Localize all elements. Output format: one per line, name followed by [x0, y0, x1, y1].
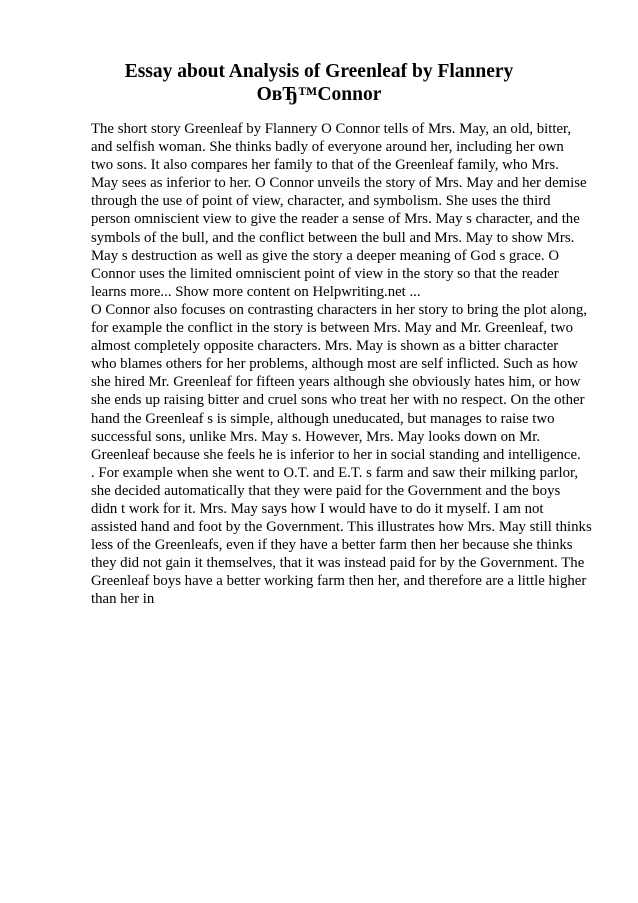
- body-line: The short story Greenleaf by Flannery O Connor tells of Mrs. May, an old, bitter,: [91, 121, 572, 137]
- title-line: OвЂ™Connor: [256, 84, 382, 105]
- body-line: Connor uses the limited omniscient point of view in the story so that the reader: [91, 265, 559, 282]
- body-line: learns more... Show more content on Helpwriting.net ...: [91, 283, 421, 300]
- body-line: Greenleaf boys have a better working farm then her, and therefore are a little higher: [91, 573, 587, 590]
- body-line: successful sons, unlike Mrs. May s. However, Mrs. May looks down on Mr.: [91, 428, 541, 445]
- title-line: Essay about Analysis of Greenleaf by Flannery: [124, 61, 514, 82]
- body-line: hand the Greenleaf s is simple, although uneducated, but manages to raise two: [91, 410, 555, 427]
- body-line: almost completely opposite characters. Mrs. May is shown as a bitter character: [91, 338, 559, 355]
- body-line: and selfish woman. She thinks badly of everyone around her, including her own: [91, 139, 564, 156]
- body-line: she decided automatically that they were paid for the Government and the boys: [91, 482, 561, 499]
- body-line: person omniscient view to give the reader a sense of Mrs. May s character, and the: [91, 211, 580, 228]
- body-line: she hired Mr. Greenleaf for fifteen years although she obviously hates him, or how: [91, 374, 581, 391]
- body-line: than her in: [91, 591, 155, 608]
- body-line: they did not gain it themselves, that it was instead paid for by the Government. The: [91, 555, 585, 572]
- essay-body: [91, 120, 621, 609]
- body-line: O Connor also focuses on contrasting characters in her story to bring the plot along,: [91, 301, 587, 318]
- body-line: May s destruction as well as give the story a deeper meaning of God s grace. O: [91, 247, 560, 264]
- body-line: who blames others for her problems, although most are self inflicted. Such as how: [91, 356, 578, 373]
- body-line: less of the Greenleafs, even if they have a better farm then her because she thinks: [91, 537, 573, 554]
- body-line: . For example when she went to O.T. and E.T. s farm and saw their milking parlor,: [91, 464, 579, 481]
- body-line: through the use of point of view, character, and symbolism. She uses the third: [91, 193, 551, 210]
- document-title: [0, 60, 638, 106]
- body-line: symbols of the bull, and the conflict between the bull and Mrs. May to show Mrs.: [91, 229, 575, 246]
- body-line: didn t work for it. Mrs. May says how I would have to do it myself. I am not: [91, 500, 544, 517]
- body-line: for example the conflict in the story is between Mrs. May and Mr. Greenleaf, two: [91, 320, 573, 337]
- body-line: May sees as inferior to her. O Connor unveils the story of Mrs. May and her demise: [91, 175, 587, 192]
- body-line: two sons. It also compares her family to that of the Greenleaf family, who Mrs.: [91, 157, 559, 174]
- body-line: assisted hand and foot by the Government. This illustrates how Mrs. May still thinks: [91, 519, 592, 536]
- body-line: she ends up raising bitter and cruel sons who treat her with no respect. On the other: [91, 392, 585, 409]
- body-line: Greenleaf because she feels he is inferior to her in social standing and intelligence.: [91, 446, 581, 463]
